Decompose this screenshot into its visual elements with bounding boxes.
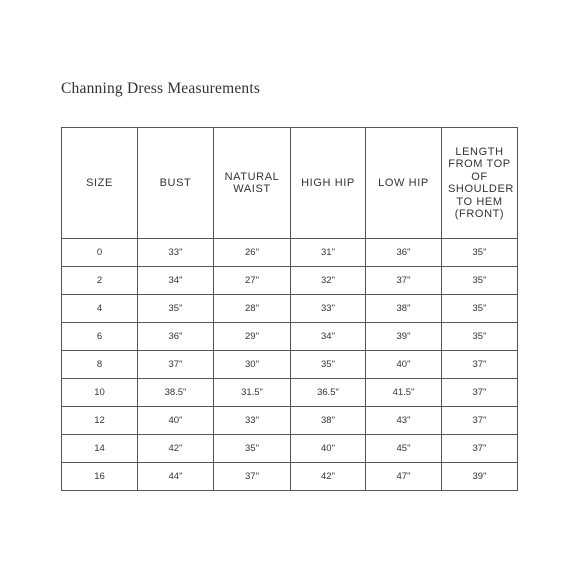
table-row	[62, 351, 518, 379]
header-size: SIZE	[62, 128, 138, 239]
header-bust: BUST	[138, 128, 214, 239]
cell-bust: 33"	[138, 239, 214, 267]
cell-high-hip: 40"	[291, 435, 366, 463]
cell-length: 35"	[442, 295, 518, 323]
cell-natural-waist: 31.5"	[214, 379, 291, 407]
header-high-hip: HIGH HIP	[291, 128, 366, 239]
cell-size: 4	[62, 295, 138, 323]
cell-length: 37"	[442, 351, 518, 379]
table-row	[62, 379, 518, 407]
cell-high-hip: 35"	[291, 351, 366, 379]
table-row	[62, 267, 518, 295]
cell-bust: 44"	[138, 463, 214, 491]
cell-low-hip: 43"	[366, 407, 442, 435]
table-row	[62, 407, 518, 435]
cell-low-hip: 45"	[366, 435, 442, 463]
cell-size: 14	[62, 435, 138, 463]
table-row	[62, 435, 518, 463]
cell-size: 2	[62, 267, 138, 295]
cell-natural-waist: 29"	[214, 323, 291, 351]
cell-natural-waist: 35"	[214, 435, 291, 463]
cell-natural-waist: 26"	[214, 239, 291, 267]
cell-high-hip: 38"	[291, 407, 366, 435]
cell-bust: 37"	[138, 351, 214, 379]
cell-low-hip: 37"	[366, 267, 442, 295]
cell-size: 10	[62, 379, 138, 407]
cell-low-hip: 47"	[366, 463, 442, 491]
cell-bust: 42"	[138, 435, 214, 463]
cell-low-hip: 39"	[366, 323, 442, 351]
cell-natural-waist: 37"	[214, 463, 291, 491]
cell-bust: 36"	[138, 323, 214, 351]
table-row	[62, 239, 518, 267]
cell-low-hip: 41.5"	[366, 379, 442, 407]
cell-bust: 38.5"	[138, 379, 214, 407]
table-row	[62, 463, 518, 491]
cell-high-hip: 32"	[291, 267, 366, 295]
cell-size: 8	[62, 351, 138, 379]
cell-length: 37"	[442, 435, 518, 463]
cell-high-hip: 36.5"	[291, 379, 366, 407]
header-low-hip: LOW HIP	[366, 128, 442, 239]
cell-natural-waist: 30"	[214, 351, 291, 379]
cell-length: 37"	[442, 379, 518, 407]
table-row	[62, 295, 518, 323]
cell-natural-waist: 28"	[214, 295, 291, 323]
cell-size: 16	[62, 463, 138, 491]
cell-high-hip: 33"	[291, 295, 366, 323]
cell-natural-waist: 33"	[214, 407, 291, 435]
cell-length: 35"	[442, 267, 518, 295]
table-header-row	[62, 128, 518, 239]
cell-size: 6	[62, 323, 138, 351]
header-length: LENGTH FROM TOP OF SHOULDER TO HEM (FRONT)	[442, 128, 518, 239]
cell-size: 0	[62, 239, 138, 267]
cell-length: 37"	[442, 407, 518, 435]
cell-length: 35"	[442, 323, 518, 351]
cell-bust: 40"	[138, 407, 214, 435]
cell-low-hip: 38"	[366, 295, 442, 323]
cell-bust: 35"	[138, 295, 214, 323]
cell-length: 35"	[442, 239, 518, 267]
header-natural-waist: NATURAL WAIST	[214, 128, 291, 239]
cell-bust: 34"	[138, 267, 214, 295]
cell-low-hip: 40"	[366, 351, 442, 379]
measurements-table	[61, 127, 518, 491]
table-row	[62, 323, 518, 351]
cell-high-hip: 31"	[291, 239, 366, 267]
document-title: Channing Dress Measurements	[61, 80, 261, 97]
cell-low-hip: 36"	[366, 239, 442, 267]
cell-high-hip: 34"	[291, 323, 366, 351]
cell-natural-waist: 27"	[214, 267, 291, 295]
cell-high-hip: 42"	[291, 463, 366, 491]
cell-size: 12	[62, 407, 138, 435]
cell-length: 39"	[442, 463, 518, 491]
